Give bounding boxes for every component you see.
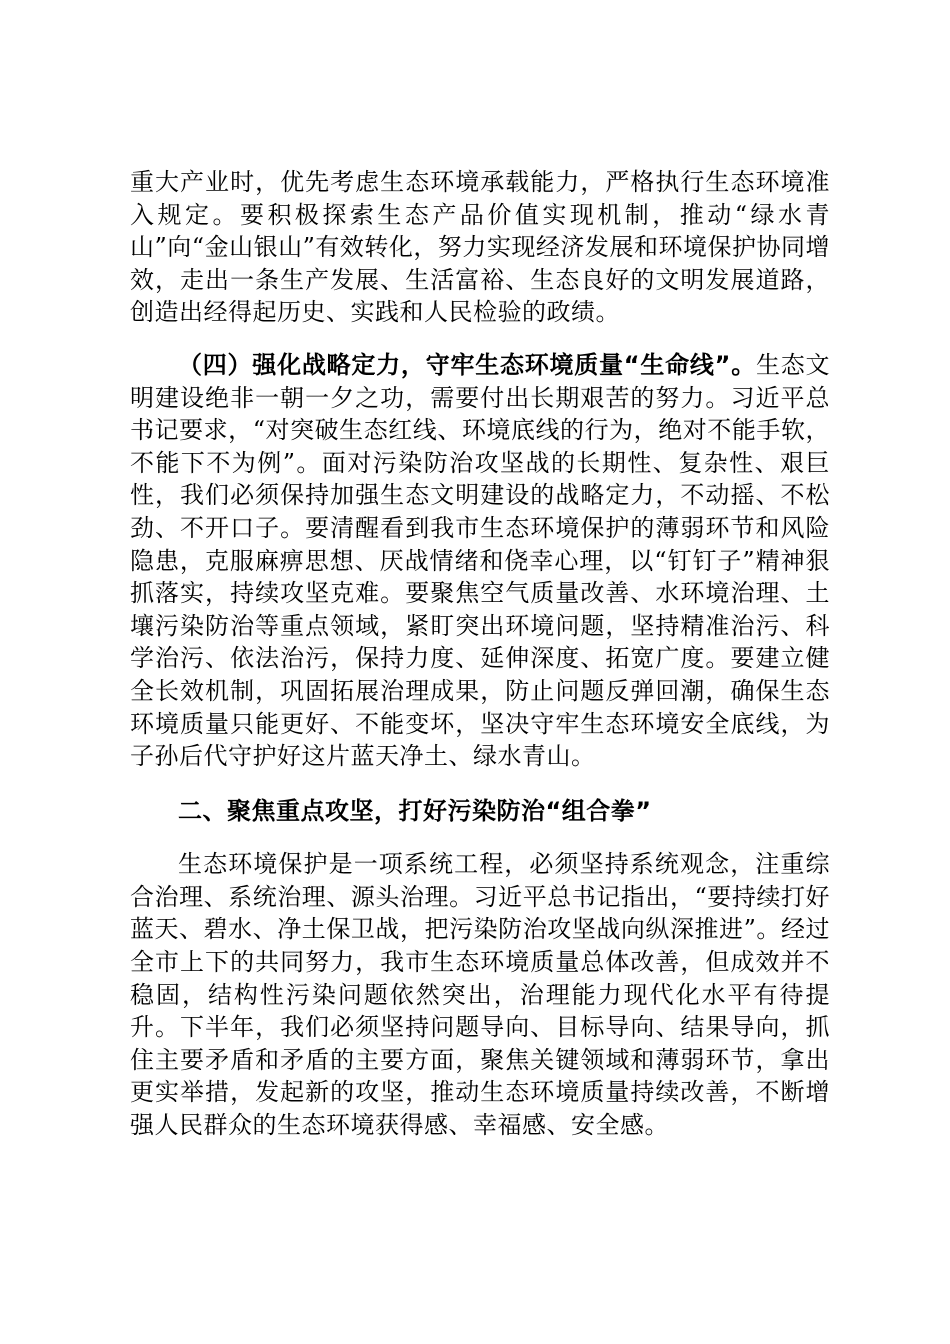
- document-page: [130, 166, 830, 1142]
- paragraph-strategic-resolve: [130, 349, 830, 773]
- paragraph-ecological-industry: 重大产业时，优先考虑生态环境承载能力，严格执行生态环境准入规定。要积极探索生态产品价值实现机制，推动“绿水青山”向“金山银山”有效转化，努力实现经济发展和环境保护协同增效，走出一条生产发展、生活富裕、生态良好的文明发展道路，创造出经得起历史、实践和人民检验的政绩。: [130, 168, 830, 327]
- subsection-heading-four: （四）强化战略定力，守牢生态环境质量“生命线”。: [178, 350, 756, 379]
- paragraph-strategic-resolve-body: 生态文明建设绝非一朝一夕之功，需要付出长期艰苦的努力。习近平总书记要求，“对突破生态红线、环境底线的行为，绝对不能手软，不能下不为例”。面对污染防治攻坚战的长期性、复杂性、艰巨性，我们必须保持加强生态文明建设的战略定力，不动摇、不松劲、不开口子。要清醒看到我市生态环境保护的薄弱环节和风险隐患，克服麻痹思想、厌战情绪和侥幸心理，以“钉钉子”精神狠抓落实，持续攻坚克难。要聚焦空气质量改善、水环境治理、土壤污染防治等重点领域，紧盯突出环境问题，坚持精准治污、科学治污、依法治污，保持力度、延伸深度、拓宽广度。要建立健全长效机制，巩固拓展治理成果，防止问题反弹回潮，确保生态环境质量只能更好、不能变坏，坚决守牢生态环境安全底线，为子孙后代守护好这片蓝天净土、绿水青山。: [130, 350, 831, 771]
- section-heading-two: 二、聚焦重点攻坚，打好污染防治“组合拳”: [178, 796, 652, 825]
- paragraph-systematic-governance: 生态环境保护是一项系统工程，必须坚持系统观念，注重综合治理、系统治理、源头治理。习近平总书记指出，“要持续打好蓝天、碧水、净土保卫战，把污染防治攻坚战向纵深推进”。经过全市上下的共同努力，我市生态环境质量总体改善，但成效并不稳固，结构性污染问题依然突出，治理能力现代化水平有待提升。下半年，我们必须坚持问题导向、目标导向、结果导向，抓住主要矛盾和矛盾的主要方面，聚焦关键领域和薄弱环节，拿出更实举措，发起新的攻坚，推动生态环境质量持续改善，不断增强人民群众的生态环境获得感、幸福感、安全感。: [130, 850, 830, 1140]
